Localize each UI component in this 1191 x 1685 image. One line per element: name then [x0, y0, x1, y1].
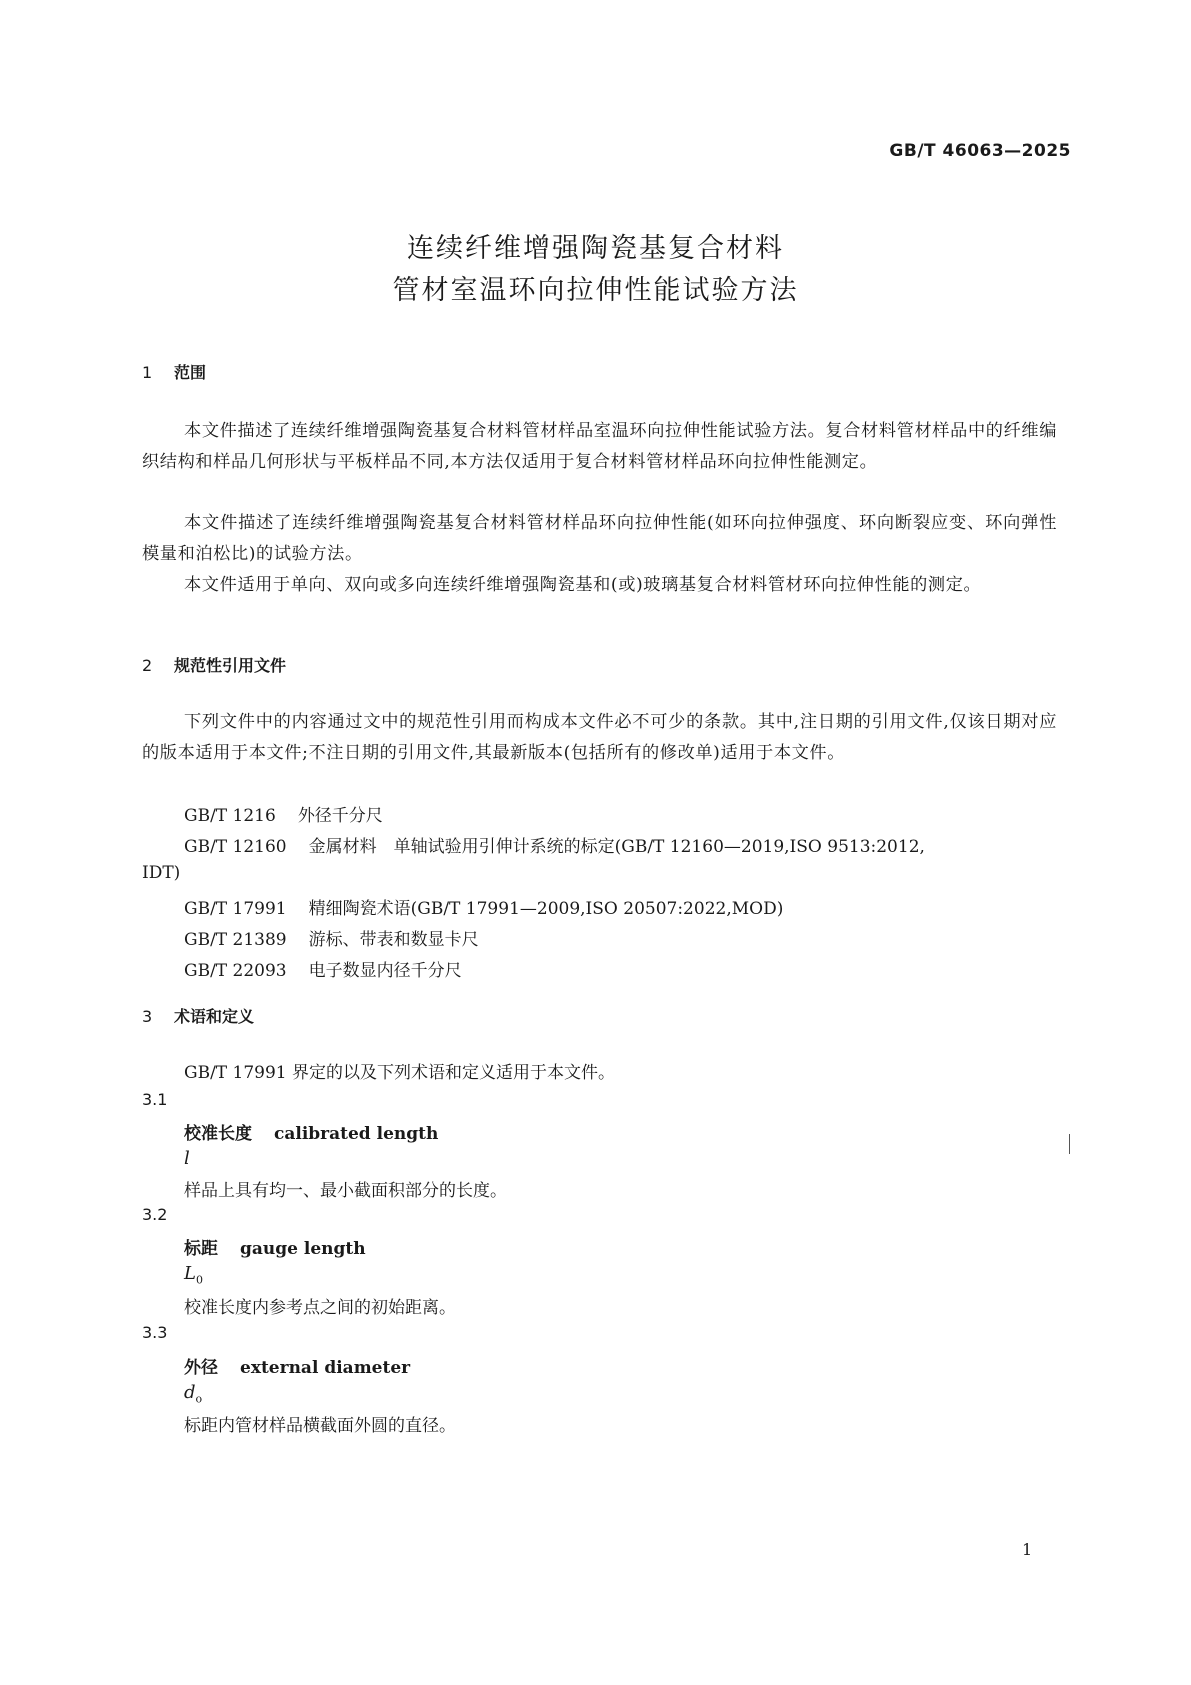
reference-title-continued: IDT)	[142, 863, 181, 883]
term-zh: 校准长度	[184, 1124, 252, 1144]
term-entry	[184, 1234, 366, 1259]
term-zh: 标距	[184, 1239, 218, 1259]
section-number: 1	[142, 363, 153, 382]
reference-item	[184, 801, 383, 826]
reference-item	[184, 925, 479, 950]
section-title: 范围	[174, 363, 207, 382]
scope-paragraph-3: 本文件适用于单向、双向或多向连续纤维增强陶瓷基和(或)玻璃基复合材料管材环向拉伸性能的测定。	[184, 575, 982, 595]
standard-number: GB/T 46063—2025	[889, 141, 1071, 161]
term-symbol	[184, 1382, 202, 1406]
term-zh: 外径	[184, 1358, 218, 1378]
term-definition: 校准长度内参考点之间的初始距离。	[184, 1298, 456, 1318]
term-definition: 样品上具有均一、最小截面积部分的长度。	[184, 1181, 507, 1201]
section-number: 3	[142, 1007, 153, 1026]
reference-title: 精细陶瓷术语(GB/T 17991—2009,ISO 20507:2022,MOD)	[308, 899, 784, 919]
document-title-line1: 连续纤维增强陶瓷基复合材料	[407, 233, 784, 264]
reference-code: GB/T 1216	[184, 806, 276, 826]
reference-title: 金属材料 单轴试验用引伸计系统的标定(GB/T 12160—2019,ISO 9513:2012,	[308, 837, 925, 857]
term-definition: 标距内管材样品横截面外圆的直径。	[184, 1416, 456, 1436]
reference-title: 电子数显内径千分尺	[308, 961, 462, 981]
symbol-subscript: o	[195, 1392, 203, 1406]
terms-intro: GB/T 17991 界定的以及下列术语和定义适用于本文件。	[184, 1063, 616, 1083]
term-symbol	[184, 1263, 203, 1287]
term-en: calibrated length	[274, 1124, 439, 1144]
reference-code: GB/T 12160	[184, 837, 287, 857]
section-number: 2	[142, 656, 153, 675]
term-number: 3.1	[142, 1090, 168, 1109]
section-2-heading	[142, 653, 286, 676]
section-title: 规范性引用文件	[174, 656, 287, 675]
reference-title: 游标、带表和数显卡尺	[308, 930, 479, 950]
reference-code: GB/T 22093	[184, 961, 287, 981]
reference-item	[184, 832, 925, 857]
term-number: 3.2	[142, 1205, 168, 1224]
reference-item	[184, 894, 783, 919]
references-intro: 下列文件中的内容通过文中的规范性引用而构成本文件必不可少的条款。其中,注日期的引用文件,仅该日期对应的版本适用于本文件;不注日期的引用文件,其最新版本(包括所有的修改单)适用于本文件。	[142, 712, 1057, 763]
term-entry	[184, 1353, 410, 1378]
revision-mark	[1069, 1134, 1070, 1154]
scope-paragraph-2: 本文件描述了连续纤维增强陶瓷基复合材料管材样品环向拉伸性能(如环向拉伸强度、环向断裂应变、环向弹性模量和泊松比)的试验方法。	[142, 513, 1057, 564]
reference-code: GB/T 17991	[184, 899, 287, 919]
reference-title: 外径千分尺	[297, 806, 383, 826]
term-symbol: l	[184, 1148, 190, 1169]
term-entry	[184, 1119, 438, 1144]
reference-code: GB/T 21389	[184, 930, 287, 950]
term-en: external diameter	[240, 1358, 411, 1378]
symbol-subscript: 0	[195, 1273, 203, 1287]
symbol-letter: L	[184, 1263, 196, 1284]
page-number: 1	[1022, 1540, 1033, 1559]
section-1-heading	[142, 360, 206, 383]
term-number: 3.3	[142, 1323, 168, 1342]
reference-item	[184, 956, 462, 981]
section-title: 术语和定义	[174, 1007, 255, 1026]
document-title-line2: 管材室温环向拉伸性能试验方法	[392, 275, 799, 306]
term-en: gauge length	[240, 1239, 366, 1259]
scope-paragraph-1: 本文件描述了连续纤维增强陶瓷基复合材料管材样品室温环向拉伸性能试验方法。复合材料管材样品中的纤维编织结构和样品几何形状与平板样品不同,本方法仅适用于复合材料管材样品环向拉伸性能测定。	[142, 421, 1057, 472]
symbol-letter: d	[184, 1382, 196, 1403]
section-3-heading	[142, 1004, 254, 1027]
